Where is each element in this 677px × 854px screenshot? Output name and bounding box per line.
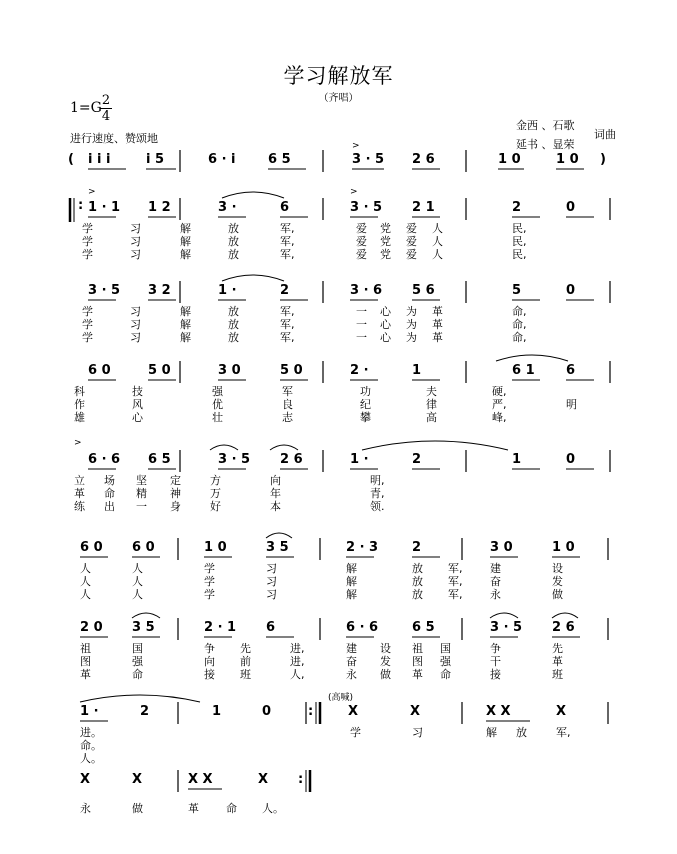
note: 1 · <box>80 704 99 719</box>
note: 6 1 <box>512 363 535 378</box>
lyric: 先 <box>240 642 251 655</box>
note: 3 · 5 <box>350 200 383 215</box>
lyric: 军, <box>280 222 295 235</box>
lyric: 军, <box>448 588 463 601</box>
lyric: 放 <box>228 222 239 235</box>
lyric: 民, <box>512 248 527 261</box>
shout-marking: (高喊) <box>328 693 354 703</box>
lyric: 爱 <box>356 235 367 248</box>
credit-line-2: 延书 、显荣 <box>516 138 575 151</box>
performance-note: （齐唱） <box>318 93 359 104</box>
lyric: 军 <box>282 385 293 398</box>
lyric: 革 <box>432 305 443 318</box>
lyric: 爱 <box>356 248 367 261</box>
note: 3 · 5 <box>490 620 523 635</box>
lyric: 定 <box>170 474 181 487</box>
lyric: 高 <box>426 411 437 424</box>
lyric: 解 <box>180 318 191 331</box>
note: X <box>132 772 143 787</box>
page-title: 学习解放军 <box>283 64 394 88</box>
lyric: 进。 <box>80 726 102 739</box>
slur <box>496 355 568 361</box>
note: 2 1 <box>412 200 435 215</box>
note: 3 0 <box>490 540 513 555</box>
lyric: 峰, <box>492 411 507 424</box>
lyric: 建 <box>346 642 357 655</box>
note: X <box>556 704 567 719</box>
lyric: 科 <box>74 385 85 398</box>
lyric: 军, <box>280 248 295 261</box>
lyric: 命 <box>226 802 237 815</box>
lyric: 坚 <box>136 474 147 487</box>
lyric: 解 <box>180 331 191 344</box>
lyric: 万 <box>210 487 221 500</box>
lyric: 国 <box>132 642 143 655</box>
note: 5 0 <box>148 363 171 378</box>
note: 5 <box>512 283 522 298</box>
lyric: 命。 <box>80 739 102 752</box>
lyric: 爱 <box>406 235 417 248</box>
note: 1 0 <box>204 540 227 555</box>
slur <box>362 441 508 450</box>
note: 3 · <box>218 200 237 215</box>
lyric: 班 <box>552 668 563 681</box>
lyric: 明 <box>566 398 577 411</box>
lyric: 一 <box>136 500 147 513</box>
lyric: 先 <box>552 642 563 655</box>
note: 5 6 <box>412 283 435 298</box>
lyric: 解 <box>180 222 191 235</box>
lyric: 作 <box>74 398 85 411</box>
lyric: 学 <box>82 222 93 235</box>
lyric: 放 <box>228 235 239 248</box>
lyric: 人 <box>80 575 91 588</box>
lyric: 解 <box>486 726 497 739</box>
note: X <box>80 772 91 787</box>
lyric: 党 <box>380 248 391 261</box>
lyric: 前 <box>240 655 251 668</box>
lyric: 强 <box>212 385 223 398</box>
note: 5 0 <box>280 363 303 378</box>
note: X <box>348 704 359 719</box>
lyric: 身 <box>170 500 181 513</box>
lyric: 学 <box>204 562 215 575</box>
slur <box>270 445 298 450</box>
lyric: 习 <box>412 726 423 739</box>
note: 2 0 <box>80 620 103 635</box>
lyric: 革 <box>552 655 563 668</box>
note: 1 <box>512 452 522 467</box>
meter-bottom: 4 <box>101 109 111 124</box>
lyric: 做 <box>132 802 143 815</box>
note: 2 <box>512 200 522 215</box>
lyric: 人 <box>132 562 143 575</box>
note: 6 5 <box>148 452 171 467</box>
lyric: 人 <box>432 222 443 235</box>
lyric: 民, <box>512 222 527 235</box>
lyric: 祖 <box>412 642 423 655</box>
lyric: 学 <box>82 235 93 248</box>
note: 6 0 <box>132 540 155 555</box>
lyric: 人 <box>132 588 143 601</box>
lyric: 良 <box>282 398 293 411</box>
lyric: 放 <box>228 248 239 261</box>
lyric: 军, <box>280 318 295 331</box>
lyric: 祖 <box>80 642 91 655</box>
lyric: 奋 <box>490 575 501 588</box>
lyric: 硬, <box>492 385 507 398</box>
lyric: 放 <box>412 562 423 575</box>
lyric: 党 <box>380 222 391 235</box>
lyric: 命 <box>104 487 115 500</box>
lyric: 做 <box>380 668 391 681</box>
lyric: 优 <box>212 398 223 411</box>
note: 2 <box>140 704 150 719</box>
lyric: 习 <box>266 588 277 601</box>
key-signature: 1=G <box>70 100 102 116</box>
note: 6 · 6 <box>88 452 121 467</box>
lyric: 图 <box>412 655 423 668</box>
lyric: 一 <box>356 318 367 331</box>
lyric: 命, <box>512 305 527 318</box>
lyric: 放 <box>228 331 239 344</box>
note: 3 · 6 <box>350 283 383 298</box>
note: 6 · 6 <box>346 620 379 635</box>
lyric: 方 <box>210 474 221 487</box>
lyric: 人 <box>132 575 143 588</box>
lyric: 图 <box>80 655 91 668</box>
intro-note: ( <box>68 152 74 167</box>
slur <box>552 613 578 618</box>
lyric: 场 <box>104 474 115 487</box>
lyric: 干 <box>490 655 501 668</box>
note: 6 <box>280 200 290 215</box>
intro-note: 3 · 5 <box>352 152 385 167</box>
lyric: 解 <box>346 562 357 575</box>
lyric: 为 <box>406 305 417 318</box>
lyric: 强 <box>440 655 451 668</box>
lyric: 习 <box>266 575 277 588</box>
lyric: 爱 <box>406 222 417 235</box>
lyric: 革 <box>188 802 199 815</box>
lyric: 解 <box>180 305 191 318</box>
lyric: 革 <box>412 668 423 681</box>
note: 3 2 <box>148 283 171 298</box>
lyric: 青, <box>370 487 385 500</box>
note: 1 · 1 <box>88 200 121 215</box>
accent-mark: > <box>88 187 96 197</box>
slur <box>222 192 284 198</box>
lyric: 军, <box>556 726 571 739</box>
note: 1 2 <box>148 200 171 215</box>
lyric: 立 <box>74 474 85 487</box>
lyric: 人, <box>290 668 305 681</box>
lyric: 领. <box>370 500 385 513</box>
tempo-marking: 进行速度、赞颂地 <box>70 132 158 145</box>
note: 1 <box>212 704 222 719</box>
note: 3 · 5 <box>88 283 121 298</box>
lyric: 放 <box>228 305 239 318</box>
credit-line-1: 金西 、石歌 <box>516 119 575 132</box>
lyric: 人 <box>80 562 91 575</box>
lyric: 爱 <box>406 248 417 261</box>
note: X X <box>486 704 511 719</box>
lyric: 争 <box>490 642 501 655</box>
lyric: 人 <box>80 588 91 601</box>
intro-note: i i i <box>88 152 111 167</box>
lyric: 永 <box>346 668 357 681</box>
lyric: 向 <box>204 655 215 668</box>
lyric: 功 <box>360 385 371 398</box>
lyric: 夫 <box>426 385 437 398</box>
note: 1 0 <box>552 540 575 555</box>
note: 2 <box>412 452 422 467</box>
lyric: 一 <box>356 331 367 344</box>
note: X <box>258 772 269 787</box>
lyric: 人 <box>432 235 443 248</box>
intro-note: 6 5 <box>268 152 291 167</box>
intro-note: 2 6 <box>412 152 435 167</box>
lyric: 革 <box>432 331 443 344</box>
lyric: 革 <box>74 487 85 500</box>
note: 6 5 <box>412 620 435 635</box>
note: 0 <box>566 200 576 215</box>
note: X <box>410 704 421 719</box>
lyric: 学 <box>82 305 93 318</box>
lyric: 革 <box>432 318 443 331</box>
lyric: 命 <box>440 668 451 681</box>
lyric: 解 <box>180 235 191 248</box>
note: 3 0 <box>218 363 241 378</box>
intro-note: 6 · i <box>208 152 236 167</box>
note: 2 6 <box>280 452 303 467</box>
lyric: 党 <box>380 235 391 248</box>
note: X X <box>188 772 213 787</box>
slur <box>80 695 200 702</box>
lyric: 神 <box>170 487 181 500</box>
lyric: 解 <box>346 575 357 588</box>
lyric: 纪 <box>360 398 371 411</box>
lyric: 习 <box>130 235 141 248</box>
lyric: 风 <box>132 398 143 411</box>
lyric: 军, <box>280 331 295 344</box>
lyric: 进, <box>290 655 305 668</box>
note: 1 <box>412 363 422 378</box>
repeat-dots: : <box>298 772 304 787</box>
lyric: 民, <box>512 235 527 248</box>
lyric: 革 <box>80 668 91 681</box>
accent-mark: > <box>352 141 360 151</box>
lyric: 接 <box>490 668 501 681</box>
intro-note: ) <box>600 152 606 167</box>
note: 1 · <box>350 452 369 467</box>
lyric: 放 <box>228 318 239 331</box>
lyric: 向 <box>270 474 281 487</box>
slur <box>222 275 284 281</box>
lyric: 本 <box>270 500 281 513</box>
lyric: 学 <box>350 726 361 739</box>
lyric: 学 <box>82 318 93 331</box>
lyric: 壮 <box>212 411 223 424</box>
note: 0 <box>566 452 576 467</box>
lyric: 为 <box>406 331 417 344</box>
lyric: 军, <box>448 575 463 588</box>
slur <box>266 533 292 538</box>
lyric: 心 <box>380 318 391 331</box>
lyric: 做 <box>552 588 563 601</box>
lyric: 习 <box>130 248 141 261</box>
lyric: 国 <box>440 642 451 655</box>
lyric: 练 <box>74 500 85 513</box>
repeat-dots: : <box>78 198 84 213</box>
lyric: 发 <box>380 655 391 668</box>
lyric: 习 <box>130 318 141 331</box>
lyric: 明, <box>370 474 385 487</box>
lyric: 强 <box>132 655 143 668</box>
note: 3 5 <box>266 540 289 555</box>
lyric: 爱 <box>356 222 367 235</box>
lyric: 解 <box>180 248 191 261</box>
note: 3 5 <box>132 620 155 635</box>
lyric: 习 <box>130 222 141 235</box>
lyric: 心 <box>132 411 143 424</box>
slur <box>210 445 238 450</box>
note: 0 <box>566 283 576 298</box>
lyric: 命 <box>132 668 143 681</box>
lyric: 习 <box>130 305 141 318</box>
slur <box>132 613 160 618</box>
lyric: 为 <box>406 318 417 331</box>
note: 3 · 5 <box>218 452 251 467</box>
note: 2 6 <box>552 620 575 635</box>
lyric: 习 <box>130 331 141 344</box>
lyric: 技 <box>132 385 143 398</box>
lyric: 发 <box>552 575 563 588</box>
lyric: 年 <box>270 487 281 500</box>
lyric: 接 <box>204 668 215 681</box>
meter-top: 2 <box>101 93 111 108</box>
lyric: 进, <box>290 642 305 655</box>
note: 1 · <box>218 283 237 298</box>
lyric: 学 <box>204 575 215 588</box>
note: 0 <box>262 704 272 719</box>
lyric: 放 <box>412 575 423 588</box>
note: 6 0 <box>80 540 103 555</box>
lyric: 出 <box>104 500 115 513</box>
lyric: 争 <box>204 642 215 655</box>
note: 2 <box>412 540 422 555</box>
note: 6 <box>266 620 276 635</box>
lyric: 人。 <box>262 802 284 815</box>
note: 2 · <box>350 363 369 378</box>
lyric: 永 <box>490 588 501 601</box>
lyric: 学 <box>204 588 215 601</box>
lyric: 习 <box>266 562 277 575</box>
lyric: 命, <box>512 318 527 331</box>
lyric: 奋 <box>346 655 357 668</box>
lyric: 永 <box>80 802 91 815</box>
accent-mark: > <box>350 187 358 197</box>
lyric: 解 <box>346 588 357 601</box>
lyric: 雄 <box>74 411 85 424</box>
lyric: 命, <box>512 331 527 344</box>
lyric: 一 <box>356 305 367 318</box>
lyric: 志 <box>282 411 293 424</box>
lyric: 心 <box>380 331 391 344</box>
credit-role: 词曲 <box>594 128 616 141</box>
lyric: 严, <box>492 398 507 411</box>
lyric: 人 <box>432 248 443 261</box>
note: 6 0 <box>88 363 111 378</box>
intro-note: 1 0 <box>556 152 579 167</box>
lyric: 放 <box>516 726 527 739</box>
accent-mark: > <box>74 438 82 448</box>
repeat-dots: : <box>308 704 314 719</box>
lyric: 班 <box>240 668 251 681</box>
lyric: 放 <box>412 588 423 601</box>
intro-note: i 5 <box>146 152 165 167</box>
lyric: 律 <box>426 398 437 411</box>
lyric: 军, <box>280 305 295 318</box>
note: 2 · 1 <box>204 620 237 635</box>
note: 2 <box>280 283 290 298</box>
note: 6 <box>566 363 576 378</box>
lyric: 人。 <box>80 752 102 765</box>
lyric: 军, <box>448 562 463 575</box>
lyric: 攀 <box>360 411 371 424</box>
lyric: 设 <box>552 562 563 575</box>
lyric: 学 <box>82 248 93 261</box>
lyric: 军, <box>280 235 295 248</box>
lyric: 学 <box>82 331 93 344</box>
lyric: 心 <box>380 305 391 318</box>
lyric: 精 <box>136 487 147 500</box>
lyric: 好 <box>210 500 221 513</box>
note: 2 · 3 <box>346 540 379 555</box>
lyric: 设 <box>380 642 391 655</box>
intro-note: 1 0 <box>498 152 521 167</box>
lyric: 建 <box>490 562 501 575</box>
slur <box>490 613 518 618</box>
